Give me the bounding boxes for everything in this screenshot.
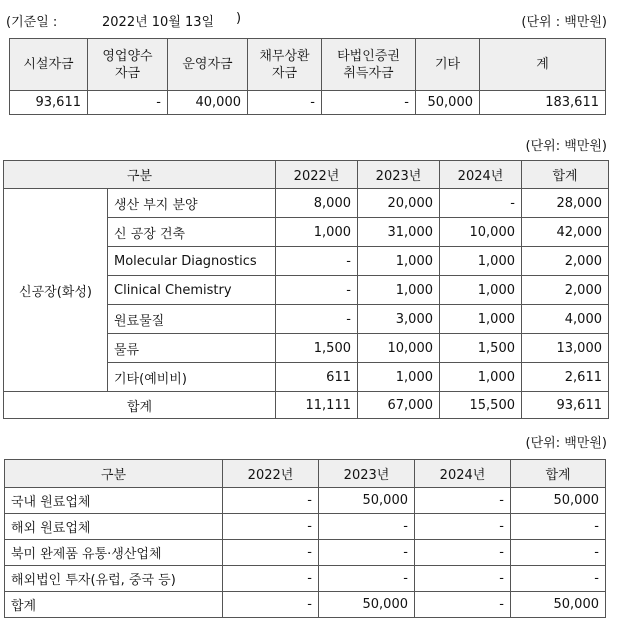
unit-label-3: (단위: 백만원): [525, 436, 607, 451]
unit-label-1: (단위 : 백만원): [521, 15, 607, 30]
t3-v2022: -: [223, 488, 319, 514]
t2-v2024: -: [440, 189, 522, 218]
unit-label-2: (단위: 백만원): [525, 139, 607, 154]
t3-header-category: 구분: [5, 460, 223, 488]
t2-total: 28,000: [522, 189, 609, 218]
t1-value-business-acquisition: -: [88, 91, 168, 115]
t2-item: Clinical Chemistry: [108, 276, 276, 305]
t2-v2022: -: [276, 247, 358, 276]
t1-value-other: 50,000: [416, 91, 480, 115]
t2-item: 기타(예비비): [108, 363, 276, 392]
t2-v2022: 1,000: [276, 218, 358, 247]
t3-item: 해외법인 투자(유럽, 중국 등): [5, 566, 223, 592]
t2-total-sum: 93,611: [522, 392, 609, 419]
t1-header-total: [480, 39, 606, 91]
t3-total: -: [511, 566, 606, 592]
t3-v2024: -: [415, 540, 511, 566]
t2-item: Molecular Diagnostics: [108, 247, 276, 276]
t3-v2023: -: [319, 540, 415, 566]
t1-header-line: 운영자금: [182, 57, 233, 72]
table1-value-row: [10, 91, 606, 115]
table2-header-row: [4, 161, 609, 189]
t2-header-total: 합계: [522, 161, 609, 189]
t3-v2024: -: [415, 592, 511, 618]
t3-header-2022: 2022년: [223, 460, 319, 488]
t1-header-line: 영업양수: [102, 48, 153, 64]
t3-v2023: -: [319, 514, 415, 540]
table-row: [5, 488, 606, 514]
t2-total: 2,000: [522, 276, 609, 305]
base-date-close: ): [236, 11, 242, 26]
table3-header-row: [5, 460, 606, 488]
t3-header-2023: 2023년: [319, 460, 415, 488]
table-row: [4, 189, 609, 218]
t2-header-2024: 2024년: [440, 161, 522, 189]
t2-v2024: 1,000: [440, 305, 522, 334]
t1-value-operating: 40,000: [168, 91, 248, 115]
t2-v2023: 1,000: [358, 247, 440, 276]
t2-total-label: 합계: [4, 392, 276, 419]
table2-total-row: [4, 392, 609, 419]
t2-v2022: -: [276, 276, 358, 305]
t3-item: 합계: [5, 592, 223, 618]
t2-group-label: 신공장(화성): [4, 189, 108, 392]
t1-header-line: 기타: [434, 57, 461, 72]
t2-v2023: 31,000: [358, 218, 440, 247]
t3-total: -: [511, 540, 606, 566]
t2-header-2023: 2023년: [358, 161, 440, 189]
t2-v2022: -: [276, 305, 358, 334]
t2-header-category: 구분: [4, 161, 276, 189]
t1-header-line: 자금: [114, 65, 141, 81]
t1-header-line: 채무상환: [259, 48, 310, 64]
t3-v2023: 50,000: [319, 592, 415, 618]
t3-total: 50,000: [511, 488, 606, 514]
t2-total: 42,000: [522, 218, 609, 247]
t2-v2022: 1,500: [276, 334, 358, 363]
base-date-label: (기준일 :: [6, 15, 58, 30]
t1-header-line: 계: [536, 57, 549, 72]
table-row: [5, 540, 606, 566]
t3-v2022: -: [223, 514, 319, 540]
t2-total: 2,000: [522, 247, 609, 276]
t1-header-securities: [322, 39, 416, 91]
t3-total: 50,000: [511, 592, 606, 618]
new-factory-table: [3, 160, 609, 419]
t2-total: 4,000: [522, 305, 609, 334]
t3-v2024: -: [415, 566, 511, 592]
t1-value-securities: -: [322, 91, 416, 115]
t1-header-line: 자금: [271, 65, 298, 81]
t1-header-line: 시설자금: [23, 57, 74, 72]
table1-header-row: [10, 39, 606, 91]
base-date: 2022년 10월 13일: [102, 15, 215, 30]
t3-item: 해외 원료업체: [5, 514, 223, 540]
funding-purpose-table: [9, 38, 606, 115]
t1-header-operating: [168, 39, 248, 91]
t3-v2022: -: [223, 592, 319, 618]
t3-v2023: -: [319, 566, 415, 592]
t3-v2022: -: [223, 566, 319, 592]
t2-v2024: 1,500: [440, 334, 522, 363]
t1-header-facility: [10, 39, 88, 91]
t1-value-debt-repayment: -: [248, 91, 322, 115]
table-row: [5, 592, 606, 618]
t2-item: 물류: [108, 334, 276, 363]
t2-v2023: 3,000: [358, 305, 440, 334]
table-row: [5, 514, 606, 540]
t1-header-other: [416, 39, 480, 91]
t2-total: 2,611: [522, 363, 609, 392]
t2-v2022: 611: [276, 363, 358, 392]
t3-v2024: -: [415, 514, 511, 540]
t2-total: 13,000: [522, 334, 609, 363]
t1-header-business-acquisition: [88, 39, 168, 91]
t2-v2023: 10,000: [358, 334, 440, 363]
t3-item: 국내 원료업체: [5, 488, 223, 514]
t2-v2023: 1,000: [358, 276, 440, 305]
t2-v2022: 8,000: [276, 189, 358, 218]
t1-header-line: 취득자금: [343, 65, 394, 81]
t3-v2024: -: [415, 488, 511, 514]
t2-item: 생산 부지 분양: [108, 189, 276, 218]
t2-v2024: 1,000: [440, 247, 522, 276]
t3-v2022: -: [223, 540, 319, 566]
t2-v2023: 1,000: [358, 363, 440, 392]
t2-v2024: 1,000: [440, 276, 522, 305]
t3-header-total: 합계: [511, 460, 606, 488]
t2-v2023: 20,000: [358, 189, 440, 218]
t2-v2024: 1,000: [440, 363, 522, 392]
t1-header-line: 타법인증권: [337, 48, 400, 64]
t2-header-2022: 2022년: [276, 161, 358, 189]
t2-item: 신 공장 건축: [108, 218, 276, 247]
t2-total-2024: 15,500: [440, 392, 522, 419]
t2-total-2022: 11,111: [276, 392, 358, 419]
t1-value-total: 183,611: [480, 91, 606, 115]
t3-header-2024: 2024년: [415, 460, 511, 488]
t3-item: 북미 완제품 유통·생산업체: [5, 540, 223, 566]
material-investment-table: [4, 459, 606, 618]
t1-value-facility: 93,611: [10, 91, 88, 115]
t2-total-2023: 67,000: [358, 392, 440, 419]
t2-v2024: 10,000: [440, 218, 522, 247]
t3-total: -: [511, 514, 606, 540]
t1-header-debt-repayment: [248, 39, 322, 91]
table-row: [5, 566, 606, 592]
t2-item: 원료물질: [108, 305, 276, 334]
t3-v2023: 50,000: [319, 488, 415, 514]
